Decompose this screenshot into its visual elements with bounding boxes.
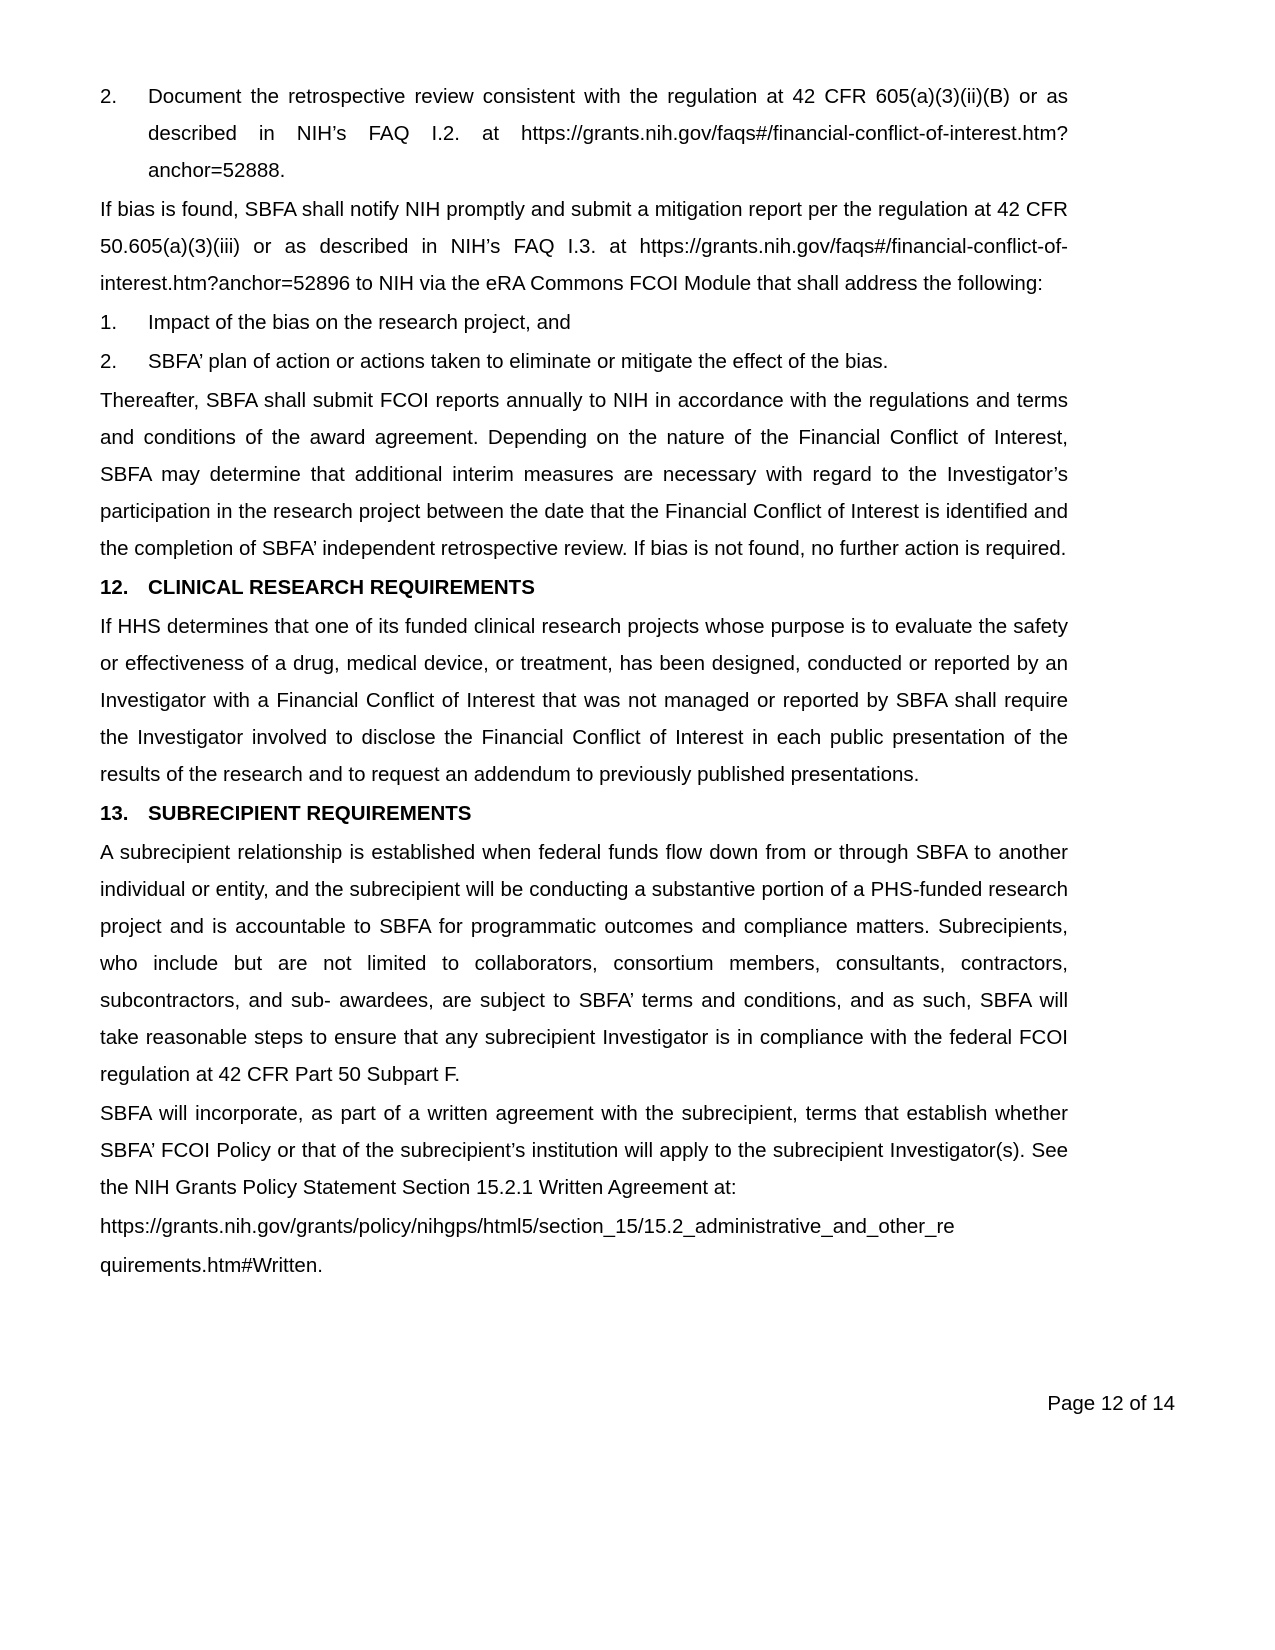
list-item: [100, 78, 1068, 189]
section-13-body: A subrecipient relationship is established when federal funds flow down from or through SBFA to another individual or entity, and the subrecipient will be conducting a substantive portion of a PHS-funded research project and is accountable to SBFA for programmatic outcomes and compliance matters. Subrecipients, who include but are not limited to collaborators, consortium members, consultants, contractors, subcontractors, and sub- awardees, are subject to SBFA’ terms and conditions, and as such, SBFA will take reasonable steps to ensure that any subrecipient Investigator is in compliance with the federal FCOI regulation at 42 CFR Part 50 Subpart F.: [100, 841, 1068, 1086]
section-title: SUBRECIPIENT REQUIREMENTS: [148, 802, 472, 825]
list-item-text: Impact of the bias on the research project, and: [148, 311, 571, 334]
list-item-text: SBFA’ plan of action or actions taken to eliminate or mitigate the effect of the bias.: [148, 350, 889, 373]
page-number-label: Page 12 of 14: [1047, 1392, 1175, 1415]
document-body: [100, 78, 1068, 1284]
section-heading-13: [100, 795, 1068, 832]
section-number: 13.: [100, 802, 129, 825]
list-item: [100, 304, 1068, 341]
section-13-url-line-2: quirements.htm#Written.: [100, 1254, 323, 1277]
page-footer: [100, 1385, 1175, 1422]
list-item: [100, 343, 1068, 380]
list-item-text: Document the retrospective review consistent with the regulation at 42 CFR 605(a)(3)(ii)(B) or as described in NIH’s FAQ I.2. at https://grants.nih.gov/faqs#/financial-conflict-of-interest.htm?anchor=52888.: [148, 85, 1068, 182]
list-item-number: 2.: [100, 350, 118, 373]
paragraph-thereafter: Thereafter, SBFA shall submit FCOI reports annually to NIH in accordance with the regulations and terms and conditions of the award agreement. Depending on the nature of the Financial Conflict of Interest, SBFA may determine that additional interim measures are necessary with regard to the Investigator’s participation in the research project between the date that the Financial Conflict of Interest is identified and the completion of SBFA’ independent retrospective review. If bias is not found, no further action is required.: [100, 389, 1068, 560]
section-number: 12.: [100, 576, 129, 599]
section-12-body: If HHS determines that one of its funded clinical research projects whose purpose is to evaluate the safety or effectiveness of a drug, medical device, or treatment, has been designed, conducted or reported by an Investigator with a Financial Conflict of Interest that was not managed or reported by SBFA shall require the Investigator involved to disclose the Financial Conflict of Interest in each public presentation of the results of the research and to request an addendum to previously published presentations.: [100, 615, 1068, 786]
list-item-number: 1.: [100, 311, 118, 334]
section-title: CLINICAL RESEARCH REQUIREMENTS: [148, 576, 535, 599]
section-13-url-line-1: https://grants.nih.gov/grants/policy/nihgps/html5/section_15/15.2_administrative_and_other_re: [100, 1215, 955, 1238]
section-13-body-2: SBFA will incorporate, as part of a written agreement with the subrecipient, terms that establish whether SBFA’ FCOI Policy or that of the subrecipient’s institution will apply to the subrecipient Investigator(s). See the NIH Grants Policy Statement Section 15.2.1 Written Agreement at:: [100, 1102, 1068, 1199]
paragraph-bias-found: If bias is found, SBFA shall notify NIH promptly and submit a mitigation report per the regulation at 42 CFR 50.605(a)(3)(iii) or as described in NIH’s FAQ I.3. at https://grants.nih.gov/faqs#/financial-conflict-of-interest.htm?anchor=52896 to NIH via the eRA Commons FCOI Module that shall address the following:: [100, 198, 1068, 295]
section-heading-12: [100, 569, 1068, 606]
list-item-number: 2.: [100, 85, 118, 108]
